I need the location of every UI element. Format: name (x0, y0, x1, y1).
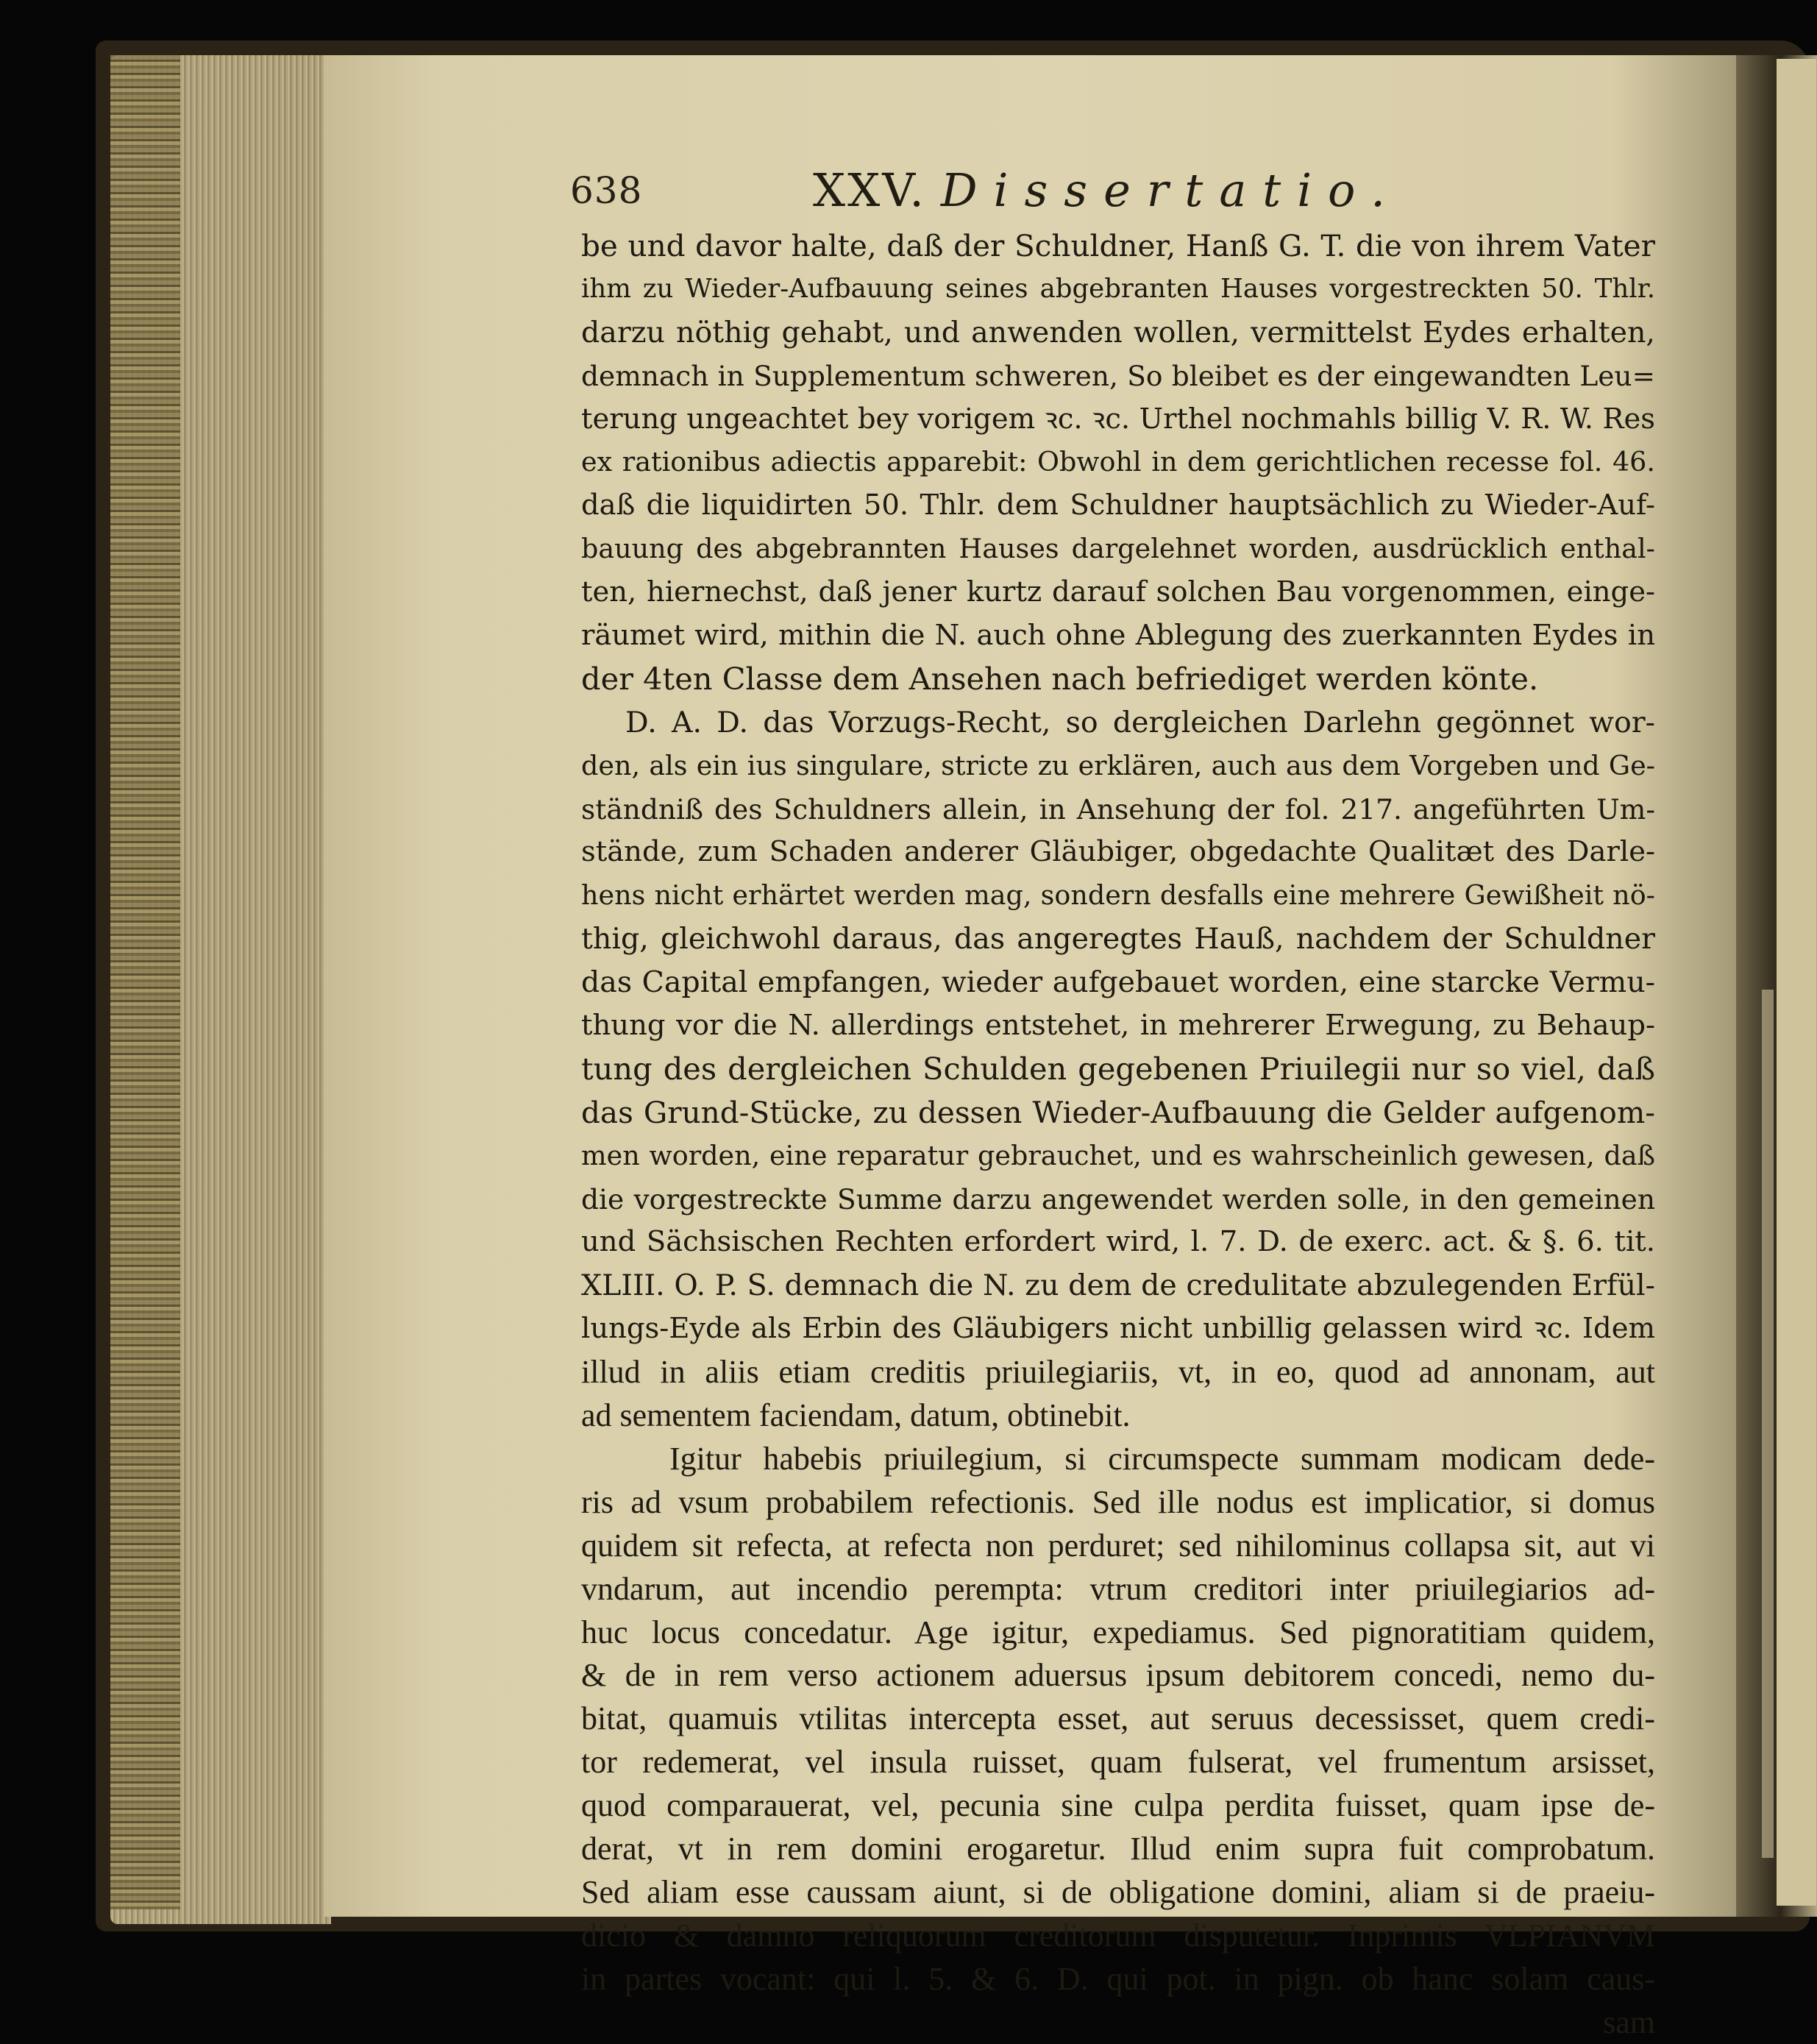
text-line: terung ungeachtet bey vorigem ꝛc. ꝛc. Urthel nochmahls billig V. R. W. Res (581, 402, 1655, 436)
text-line: den, als ein ius singulare, stricte zu erklären, auch aus dem Vorgeben und Ge- (581, 749, 1655, 781)
text-line: der 4ten Classe dem Ansehen nach befriediget werden könte. (581, 660, 1539, 697)
text-line: und Sächsischen Rechten erfordert wird, l. 7. D. de exerc. act. & §. 6. tit. (581, 1225, 1655, 1259)
text-line: & de in rem verso actionem aduersus ipsum debitorem concedi, nemo du- (581, 1657, 1655, 1694)
text-line: derat, vt in rem domini erogaretur. Illud enim supra fuit comprobatum. (581, 1830, 1655, 1867)
text-line: dicio & damno reliquorum creditorum disputetur. Inprimis VLPIANVM (581, 1917, 1655, 1953)
running-title (813, 163, 1401, 217)
text-line: daß die liquidirten 50. Thlr. dem Schuldner hauptsächlich zu Wieder-Auf- (581, 489, 1655, 522)
text-line: das Capital empfangen, wieder aufgebauet worden, eine starcke Vermu- (581, 965, 1655, 1000)
text-line: quidem sit refecta, at refecta non perduret; sed nihilominus collapsa sit, aut vi (581, 1527, 1655, 1564)
title-number: XXV. (813, 163, 926, 217)
text-line: ständniß des Schuldners allein, in Ansehung der fol. 217. angeführten Um- (581, 792, 1655, 826)
text-line: das Grund-Stücke, zu dessen Wieder-Aufbauung die Gelder aufgenom- (581, 1094, 1655, 1130)
text-line: tor redemerat, vel insula ruisset, quam fulserat, vel frumentum arsisset, (581, 1744, 1655, 1781)
text-line: thung vor die N. allerdings entstehet, in mehrerer Erwegung, zu Behaup- (581, 1009, 1655, 1043)
catchword: sam (1603, 2004, 1655, 2040)
text-line: Igitur habebis priuilegium, si circumspecte summam modicam dede- (669, 1440, 1655, 1477)
text-line: thig, gleichwohl daraus, das angeregtes Hauß, nachdem der Schuldner (581, 922, 1655, 957)
text-line: quod comparauerat, vel, pecunia sine culpa perdita fuisset, quam ipse de- (581, 1787, 1655, 1824)
text-line: lungs-Eyde als Erbin des Gläubigers nicht unbillig gelassen wird ꝛc. Idem (581, 1312, 1655, 1346)
text-line: be und davor halte, daß der Schuldner, Hanß G. T. die von ihrem Vater (581, 228, 1655, 263)
text-line: huc locus concedatur. Age igitur, expediamus. Sed pignoratitiam quidem, (581, 1614, 1655, 1650)
text-line: ad sementem faciendam, datum, obtinebit. (581, 1397, 1131, 1434)
text-line: ex rationibus adiectis apparebit: Obwohl in dem gerichtlichen recesse fol. 46. (581, 446, 1655, 478)
text-line: stände, zum Schaden anderer Gläubiger, obgedachte Qualitæt des Darle- (581, 835, 1655, 869)
text-line: ris ad vsum probabilem refectionis. Sed ille nodus est implicatior, si domus (581, 1483, 1655, 1520)
text-line: Sed aliam esse caussam aiunt, si de obligatione domini, aliam si de praeiu- (581, 1873, 1655, 1910)
text-line: räumet wird, mithin die N. auch ohne Ablegung des zuerkannten Eydes in (581, 619, 1655, 653)
text-line: demnach in Supplementum schweren, So bleibet es der eingewandten Leu= (581, 359, 1655, 392)
text-line: XLIII. O. P. S. demnach die N. zu dem de credulitate abzulegenden Erfül- (581, 1268, 1655, 1303)
text-line: men worden, eine reparatur gebrauchet, und es wahrscheinlich gewesen, daß (581, 1139, 1655, 1171)
text-line: die vorgestreckte Summe darzu angewendet werden solle, in den gemeinen (581, 1182, 1655, 1216)
page-number: 638 (570, 169, 643, 212)
text-line: ihm zu Wieder-Aufbauung seines abgebranten Hauses vorgestreckten 50. Thlr. (581, 273, 1655, 304)
page-shadow (1762, 990, 1774, 1858)
text-line: D. A. D. das Vorzugs-Recht, so dergleichen Darlehn gegönnet wor- (625, 705, 1655, 739)
text-line: in partes vocant: qui l. 5. & 6. D. qui pot. in pign. ob hanc solam caus- (581, 1960, 1655, 1997)
title-word: Dissertatio. (940, 163, 1401, 217)
text-line: darzu nöthig gehabt, und anwenden wollen, vermittelst Eydes erhalten, (581, 315, 1655, 349)
speckled-edge (110, 55, 180, 1909)
running-header (570, 163, 1401, 217)
text-line: vndarum, aut incendio perempta: vtrum creditori inter priuilegiarios ad- (581, 1570, 1655, 1607)
page-body (581, 224, 1655, 2044)
text-line: hens nicht erhärtet werden mag, sondern desfalls eine mehrere Gewißheit nö- (581, 879, 1655, 912)
text-line: illud in aliis etiam creditis priuilegiariis, vt, in eo, quod ad annonam, aut (581, 1354, 1655, 1391)
text-line: ten, hiernechst, daß jener kurtz darauf solchen Bau vorgenommen, einge- (581, 575, 1655, 609)
text-line: tung des dergleichen Schulden gegebenen Priuilegii nur so viel, daß (581, 1050, 1655, 1087)
text-line: bauung des abgebrannten Hauses dargelehnet worden, ausdrücklich enthal- (581, 533, 1655, 565)
right-page-sliver (1777, 59, 1816, 1906)
text-line: bitat, quamuis vtilitas intercepta esset, aut seruus decessisset, quem credi- (581, 1700, 1655, 1737)
